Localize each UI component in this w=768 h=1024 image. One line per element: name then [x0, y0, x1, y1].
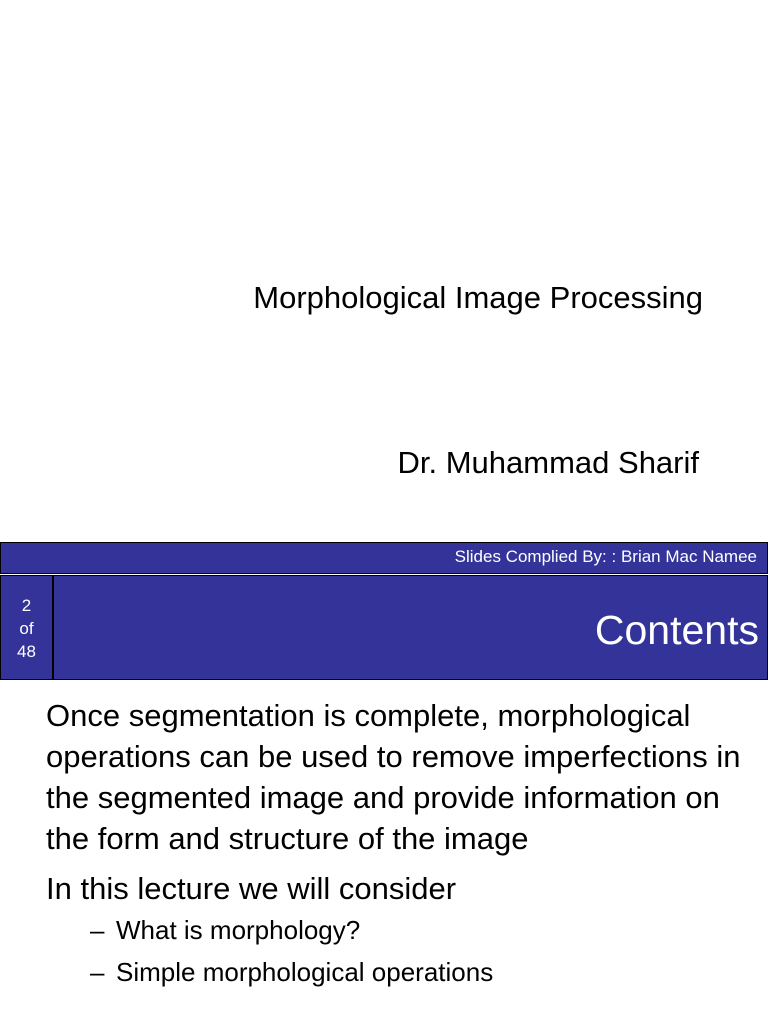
list-item-label: Simple morphological operations: [116, 957, 494, 987]
list-item-label: What is morphology?: [116, 915, 361, 945]
slide-body: [46, 695, 746, 993]
page-counter: [1, 576, 54, 679]
list-item: [90, 951, 746, 993]
body-paragraph: Once segmentation is complete, morphological operations can be used to remove imperfections in the segmented image and provide information on the form and structure of the image: [46, 698, 741, 856]
slide-title: Morphological Image Processing: [253, 280, 703, 315]
credit-text: Slides Complied By: : Brian Mac Namee: [454, 547, 757, 566]
dash-bullet: –: [90, 957, 105, 987]
page-current: 2: [21, 596, 32, 615]
credit-banner: [0, 542, 768, 574]
slide-header: [0, 575, 768, 680]
section-title: Contents: [594, 607, 759, 653]
page-total: 48: [17, 642, 36, 661]
author-name: Dr. Muhammad Sharif: [397, 445, 699, 480]
dash-bullet: –: [90, 915, 105, 945]
topic-list: [46, 909, 746, 993]
page-of: of: [19, 619, 34, 638]
body-paragraph: In this lecture we will consider: [46, 871, 457, 906]
list-item: [90, 909, 746, 951]
